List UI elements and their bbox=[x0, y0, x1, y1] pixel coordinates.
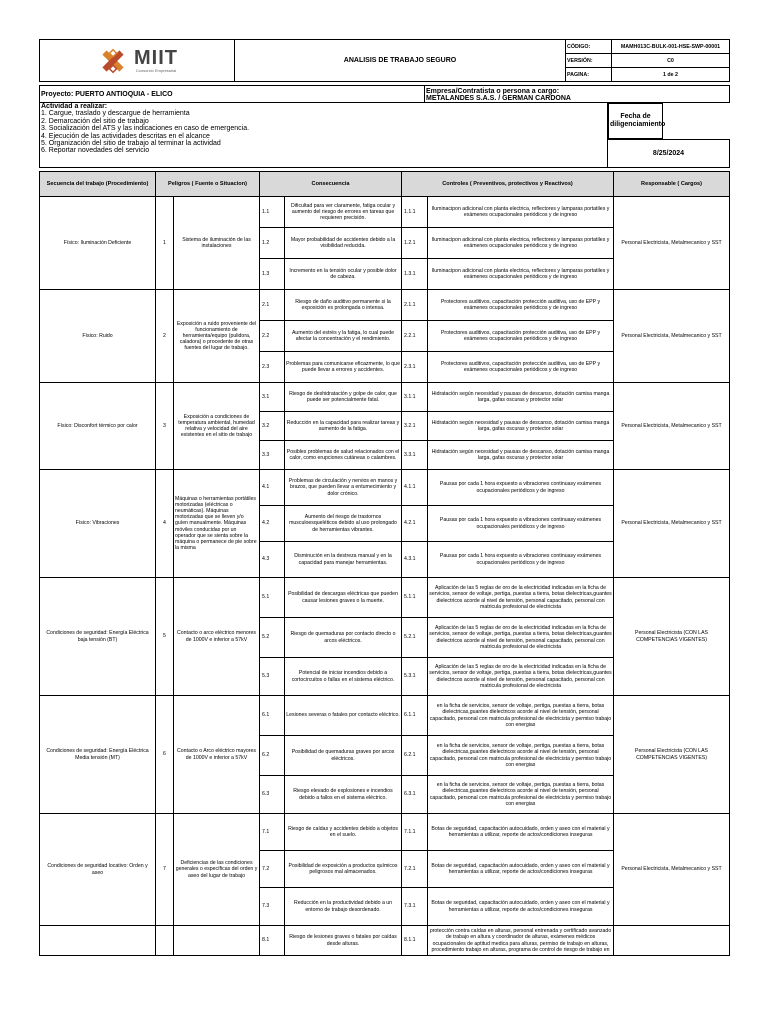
peligro-cell: Máquinas o herramientas portátiles motorizadas (eléctricas o neumáticas). Máquinas motorizadas que se lleven y/o guíen manualmente. Máquinas móviles conducidas por un operador que se sienta sobre la máquina o permanece de pie sobre la misma bbox=[174, 470, 260, 578]
consecuencia-id: 7.2 bbox=[260, 851, 285, 888]
table-row bbox=[40, 197, 730, 228]
peligro-cell: Contacto o arco eléctrico menores de 1000V e inferior a 57kV bbox=[174, 578, 260, 696]
control-cell bbox=[428, 197, 614, 228]
control-cell bbox=[428, 696, 614, 736]
pagina-label: PAGINA: bbox=[566, 68, 612, 82]
consecuencia-cell: Riesgo de caídas y accidentes debido a objetos en el suelo. bbox=[285, 814, 402, 851]
consecuencia-cell: Posibilidad de exposición a productos químicos peligrosos mal almacenados. bbox=[285, 851, 402, 888]
actividad-item: 4. Ejecución de las actividades descritas en el alcance bbox=[41, 132, 210, 140]
version-value: C0 bbox=[612, 54, 730, 68]
peligro-cell: Sistema de iluminación de las instalaciones bbox=[174, 197, 260, 290]
consecuencia-id: 6.2 bbox=[260, 736, 285, 776]
control-id: 5.2.1 bbox=[402, 618, 428, 658]
peligro-number: 6 bbox=[156, 696, 174, 814]
secuencia-cell: Físico: Ruido bbox=[40, 290, 156, 383]
table-row bbox=[40, 470, 730, 506]
consecuencia-cell: Aumento del riesgo de trastornos musculoesqueléticos debido al uso prolongado de herramientas vibrantes. bbox=[285, 506, 402, 542]
peligro-number: 2 bbox=[156, 290, 174, 383]
secuencia-cell bbox=[40, 926, 156, 956]
secuencia-cell: Físico: Iluminación Deficiente bbox=[40, 197, 156, 290]
logo-subtitle: Consorcio Empresarial bbox=[135, 68, 177, 73]
control-id: 3.3.1 bbox=[402, 441, 428, 470]
peligro-cell: Deficiencias de las condiciones generales o específicas del orden y aseo del lugar de trabajo bbox=[174, 814, 260, 926]
consecuencia-id: 3.2 bbox=[260, 412, 285, 441]
consecuencia-id: 3.1 bbox=[260, 383, 285, 412]
control-text: en la ficha de servicios, sensor de voltaje, pertiga, puestas a tierra, botas dielectricas,guantes dielectricos acorde al nivel de tensión, personal capacitado, personal con matricula profesional de electricista y permiso trabajo con energias bbox=[429, 782, 612, 807]
control-id: 7.2.1 bbox=[402, 851, 428, 888]
consecuencia-cell: Riesgo de daño auditivo permanente si la exposición es prolongada o intensa. bbox=[285, 290, 402, 321]
consecuencia-cell: Reducción en la productividad debido a un entorno de trabajo desordenado. bbox=[285, 888, 402, 926]
control-cell bbox=[428, 888, 614, 926]
consecuencia-cell: Potencial de iniciar incendios debido a cortocircuitos o fallas en el sistema eléctrico. bbox=[285, 658, 402, 696]
peligro-number: 3 bbox=[156, 383, 174, 470]
table-row bbox=[40, 290, 730, 321]
codigo-value: MAMH013C-BULK-001-HSE-SWP-00001 bbox=[612, 40, 730, 54]
secuencia-cell: Condiciones de seguridad: Energía Eléctrica baja tensión (BT) bbox=[40, 578, 156, 696]
consecuencia-cell: Riesgo de quemaduras por contacto directo o arcos eléctricos. bbox=[285, 618, 402, 658]
control-text: Botas de seguridad, capacitación autocuidado, orden y aseo con el material y herramientas a utilizar, reporte de actos/condiciones inseguras bbox=[431, 825, 610, 838]
control-cell bbox=[428, 290, 614, 321]
consecuencia-id: 4.1 bbox=[260, 470, 285, 506]
project-info bbox=[39, 85, 730, 168]
control-cell bbox=[428, 441, 614, 470]
responsable-cell: Personal Electricista, Metalmecanico y SST bbox=[614, 197, 730, 290]
actividad-item: 3. Socialización del ATS y las indicaciones en caso de emergencia. bbox=[41, 125, 250, 133]
control-cell bbox=[428, 228, 614, 259]
consecuencia-cell: Riesgo de deshidratación y golpe de calor, que puede ser potencialmente fatal. bbox=[285, 383, 402, 412]
peligro-cell bbox=[174, 926, 260, 956]
consecuencia-id: 1.3 bbox=[260, 259, 285, 290]
consecuencia-id: 4.3 bbox=[260, 542, 285, 578]
control-id: 2.1.1 bbox=[402, 290, 428, 321]
control-text: Protectores auditivos, capacitación protección auditiva, uso de EPP y exámenes ocupacionales periódicos y de ingreso bbox=[440, 360, 601, 373]
peligro-number: 1 bbox=[156, 197, 174, 290]
control-text: Protectores auditivos, capacitación protección auditiva, uso de EPP y exámenes ocupacionales periódicos y de ingreso bbox=[440, 329, 601, 342]
responsable-cell: Personal Electricista (CON LAS COMPETENCIAS VIGENTES) bbox=[614, 578, 730, 696]
control-id: 8.1.1 bbox=[402, 926, 428, 956]
consecuencia-id: 3.3 bbox=[260, 441, 285, 470]
logo-cell bbox=[40, 40, 235, 82]
secuencia-cell: Condiciones de seguridad locativo: Orden y aseo bbox=[40, 814, 156, 926]
control-cell bbox=[428, 321, 614, 352]
responsable-cell bbox=[614, 926, 730, 956]
peligro-number: 5 bbox=[156, 578, 174, 696]
consecuencia-id: 7.1 bbox=[260, 814, 285, 851]
secuencia-cell: Físico: Vibraciones bbox=[40, 470, 156, 578]
consecuencia-id: 2.1 bbox=[260, 290, 285, 321]
codigo-label: CÓDIGO: bbox=[566, 40, 612, 54]
actividad-item: 5. Organización del sitio de trabajo al terminar la actividad bbox=[41, 140, 221, 148]
control-cell bbox=[428, 542, 614, 578]
consecuencia-cell: Disminución en la destreza manual y en la capacidad para manejar herramientas. bbox=[285, 542, 402, 578]
responsable-cell: Personal Electricista, Metalmecanico y SST bbox=[614, 470, 730, 578]
control-cell bbox=[428, 412, 614, 441]
control-cell bbox=[428, 736, 614, 776]
pagina-value: 1 de 2 bbox=[612, 68, 730, 82]
peligro-cell: Exposición a ruido proveniente del funcionamiento de herramienta/equipo (pulidora, caladora) o procedente de otras fuentes del lugar de trabajo. bbox=[174, 290, 260, 383]
control-id: 6.3.1 bbox=[402, 776, 428, 814]
control-cell bbox=[428, 776, 614, 814]
control-id: 4.3.1 bbox=[402, 542, 428, 578]
document-header bbox=[39, 39, 730, 82]
control-text: Hidratación según necesidad y pausas de descanso, dotación camisa manga larga, gafas oscuras y protector solar bbox=[431, 419, 610, 432]
version-label: VERSIÓN: bbox=[566, 54, 612, 68]
responsable-cell: Personal Electricista, Metalmecanico y SST bbox=[614, 383, 730, 470]
consecuencia-id: 2.3 bbox=[260, 352, 285, 383]
control-cell bbox=[428, 851, 614, 888]
peligro-number: 4 bbox=[156, 470, 174, 578]
control-cell bbox=[428, 814, 614, 851]
responsable-cell: Personal Electricista, Metalmecanico y SST bbox=[614, 290, 730, 383]
peligro-cell: Exposición a condiciones de temperatura ambiental, humedad relativa y velocidad del aire existentes en el sitio de trabajo bbox=[174, 383, 260, 470]
col-secuencia: Secuencia del trabajo (Procedimiento) bbox=[40, 172, 156, 197]
control-text: en la ficha de servicios, sensor de voltaje, pertiga, puestas a tierra, botas dielectricas,guantes dielectricos acorde al nivel de tensión, personal capacitado, personal con matricula profesional de electricista y permiso trabajo con energias bbox=[429, 703, 612, 728]
consecuencia-id: 4.2 bbox=[260, 506, 285, 542]
control-id: 2.3.1 bbox=[402, 352, 428, 383]
actividad-field bbox=[40, 103, 425, 168]
consecuencia-cell: Posibilidad de quemaduras graves por arcos eléctricos. bbox=[285, 736, 402, 776]
control-cell bbox=[428, 618, 614, 658]
consecuencia-cell: Riesgo de lesiones graves o fatales por caídas desde alturas. bbox=[285, 926, 402, 956]
control-text: Aplicación de las 5 reglas de oro de la electricidad indicadas en la ficha de servicios, sensor de voltaje, pertiga, puestas a tierra, botas dielectricas,guantes dielectricos acorde al nivel de tensión, personal capacitado, personal con matricula profesional de electricista bbox=[429, 664, 612, 689]
col-consecuencia: Consecuencia bbox=[260, 172, 402, 197]
secuencia-cell: Físico: Disconfort térmico por calor bbox=[40, 383, 156, 470]
control-id: 6.2.1 bbox=[402, 736, 428, 776]
control-cell bbox=[428, 658, 614, 696]
responsable-cell: Personal Electricista, Metalmecanico y SST bbox=[614, 814, 730, 926]
control-cell bbox=[428, 506, 614, 542]
consecuencia-cell: Lesiones severas o fatales por contacto eléctrico. bbox=[285, 696, 402, 736]
miit-logo-icon bbox=[96, 46, 130, 76]
control-text: Botas de seguridad, capacitación autocuidado, orden y aseo con el material y herramientas a utilizar, reporte de actos/condiciones inseguras bbox=[431, 862, 610, 875]
control-id: 3.1.1 bbox=[402, 383, 428, 412]
col-responsable: Responsable ( Cargos) bbox=[614, 172, 730, 197]
control-cell bbox=[428, 926, 614, 956]
consecuencia-id: 6.3 bbox=[260, 776, 285, 814]
consecuencia-id: 1.2 bbox=[260, 228, 285, 259]
control-id: 1.2.1 bbox=[402, 228, 428, 259]
proyecto-field: Proyecto: PUERTO ANTIOQUIA - ELICO bbox=[40, 86, 425, 103]
control-text: Aplicación de las 5 reglas de oro de la electricidad indicadas en la ficha de servicios, sensor de voltaje, pertiga, puestas a tierra, botas dielectricas,guantes dielectricos acorde al nivel de tensión, personal capacitado, personal con matricula profesional de electricista bbox=[429, 625, 612, 650]
peligro-cell: Contacto o Arco eléctrico mayores de 1000V e inferior a 57kV bbox=[174, 696, 260, 814]
control-cell bbox=[428, 259, 614, 290]
peligro-number bbox=[156, 926, 174, 956]
consecuencia-cell: Problemas para comunicarse eficazmente, lo que puede llevar a errores y accidentes. bbox=[285, 352, 402, 383]
control-id: 4.2.1 bbox=[402, 506, 428, 542]
empresa-value: METALANDES S.A.S. / GERMAN CARDONA bbox=[426, 94, 571, 102]
consecuencia-id: 7.3 bbox=[260, 888, 285, 926]
control-id: 5.3.1 bbox=[402, 658, 428, 696]
actividad-item: 6. Reportar novedades del servicio bbox=[41, 147, 150, 155]
empresa-field bbox=[425, 86, 730, 103]
consecuencia-cell: Incremento en la tensión ocular y posible dolor de cabeza. bbox=[285, 259, 402, 290]
logo-text: MIIT bbox=[134, 47, 178, 69]
control-cell bbox=[428, 470, 614, 506]
control-text: Hidratación según necesidad y pausas de descanso, dotación camisa manga larga, gafas oscuras y protector solar bbox=[431, 390, 610, 403]
consecuencia-id: 5.2 bbox=[260, 618, 285, 658]
consecuencia-cell: Riesgo elevado de explosiones e incendios debido a fallos en el sistema eléctrico. bbox=[285, 776, 402, 814]
control-id: 1.1.1 bbox=[402, 197, 428, 228]
consecuencia-cell: Aumento del estrés y la fatiga, lo cual puede afectar la concentración y el rendimiento. bbox=[285, 321, 402, 352]
control-text: Iluminacipon adicional con planta electrica, reflectores y lamparas portatiles y exámenes ocupacionales periódicos y de ingreso bbox=[431, 205, 610, 218]
control-id: 7.1.1 bbox=[402, 814, 428, 851]
consecuencia-id: 5.3 bbox=[260, 658, 285, 696]
table-row bbox=[40, 696, 730, 736]
consecuencia-id: 5.1 bbox=[260, 578, 285, 618]
actividad-item: 2. Demarcación del sitio de trabajo bbox=[41, 117, 149, 125]
consecuencia-cell: Dificultad para ver claramente, fatiga ocular y aumento del riesgo de errores en tareas que requieren precisión. bbox=[285, 197, 402, 228]
peligro-number: 7 bbox=[156, 814, 174, 926]
document-title: ANALISIS DE TRABAJO SEGURO bbox=[235, 40, 566, 82]
consecuencia-id: 6.1 bbox=[260, 696, 285, 736]
consecuencia-cell: Problemas de circulación y nervios en manos y brazos, que pueden llevar a entumecimiento y dolor crónico. bbox=[285, 470, 402, 506]
analysis-table bbox=[39, 171, 730, 956]
table-row bbox=[40, 383, 730, 412]
control-text: Hidratación según necesidad y pausas de descanso, dotación camisa manga larga, gafas oscuras y protector solar bbox=[431, 448, 610, 461]
control-id: 7.3.1 bbox=[402, 888, 428, 926]
table-row bbox=[40, 814, 730, 851]
col-peligros: Peligros ( Fuente o Situacion) bbox=[156, 172, 260, 197]
consecuencia-id: 1.1 bbox=[260, 197, 285, 228]
consecuencia-id: 8.1 bbox=[260, 926, 285, 956]
control-text: Pausas por cada 1 hora expuesto a vibraciones continuasy exámenes ocupacionales periódicos y de ingreso bbox=[439, 517, 602, 530]
table-row bbox=[40, 578, 730, 618]
consecuencia-cell: Mayor probabilidad de accidentes debido a la visibilidad reducida. bbox=[285, 228, 402, 259]
control-text: protección contra caídas en alturas, personal entrenada y certificado avanzado de trabajo en altura y coordinador de alturas, exámenes médicos ocupacionales de aptitud medica para alturas, permiso de trabajo en alturas, procedimiento trabajo en alturas, programa de control de riesgo de trabajo en bbox=[429, 928, 612, 953]
control-text: Pausas por cada 1 hora expuesto a vibraciones continuasy exámenes ocupacionales periódicos y de ingreso bbox=[439, 481, 602, 494]
control-id: 3.2.1 bbox=[402, 412, 428, 441]
control-text: Botas de seguridad, capacitación autocuidado, orden y aseo con el material y herramientas a utilizar, reporte de actos/condiciones inseguras bbox=[431, 900, 610, 913]
secuencia-cell: Condiciones de seguridad: Energía Eléctrica Media tensión (MT) bbox=[40, 696, 156, 814]
consecuencia-cell: Posibilidad de descargas eléctricas que pueden causar lesiones graves o la muerte. bbox=[285, 578, 402, 618]
control-text: Iluminacipon adicional con planta electrica, reflectores y lamparas portatiles y exámenes ocupacionales periódicos y de ingreso bbox=[431, 267, 610, 280]
company-logo bbox=[41, 46, 233, 76]
consecuencia-cell: Posibles problemas de salud relacionados con el calor, como erupciones cutáneas o calambres. bbox=[285, 441, 402, 470]
control-id: 5.1.1 bbox=[402, 578, 428, 618]
control-cell bbox=[428, 383, 614, 412]
fecha-value: 8/25/2024 bbox=[608, 140, 730, 168]
consecuencia-id: 2.2 bbox=[260, 321, 285, 352]
responsable-cell: Personal Electricista (CON LAS COMPETENCIAS VIGENTES) bbox=[614, 696, 730, 814]
control-text: Pausas por cada 1 hora expuesto a vibraciones continuasy exámenes ocupacionales periódicos y de ingreso bbox=[439, 553, 602, 566]
control-text: en la ficha de servicios, sensor de voltaje, pertiga, puestas a tierra, botas dielectricas,guantes dielectricos acorde al nivel de tensión, personal capacitado, personal con matricula profesional de electricista y permiso trabajo con energias bbox=[429, 743, 612, 768]
control-cell bbox=[428, 352, 614, 383]
table-row bbox=[40, 926, 730, 956]
col-controles: Controles ( Preventivos, protectivos y Reactivos) bbox=[402, 172, 614, 197]
control-text: Protectores auditivos, capacitación protección auditiva, uso de EPP y exámenes ocupacionales periódicos y de ingreso bbox=[440, 298, 601, 311]
consecuencia-cell: Reducción en la capacidad para realizar tareas y aumento de la fatiga. bbox=[285, 412, 402, 441]
actividad-title: Actividad a realizar: bbox=[41, 103, 108, 110]
actividad-item: 1. Cargue, traslado y descargue de herramienta bbox=[41, 110, 190, 118]
ats-sheet bbox=[39, 39, 729, 956]
fecha-label: Fecha de diligenciamiento bbox=[609, 104, 663, 139]
control-id: 6.1.1 bbox=[402, 696, 428, 736]
control-text: Iluminacipon adicional con planta electrica, reflectores y lamparas portatiles y exámenes ocupacionales periódicos y de ingreso bbox=[431, 236, 610, 249]
empresa-label: Empresa/Contratista o persona a cargo: bbox=[426, 87, 560, 95]
control-text: Aplicación de las 5 reglas de oro de la electricidad indicadas en la ficha de servicios, sensor de voltaje, pertiga, puestas a tierra, botas dielectricas,guantes dielectricos acorde al nivel de tensión, personal capacitado, personal con matricula profesional de electricista bbox=[429, 585, 612, 610]
control-cell bbox=[428, 578, 614, 618]
control-id: 2.2.1 bbox=[402, 321, 428, 352]
control-id: 4.1.1 bbox=[402, 470, 428, 506]
control-id: 1.3.1 bbox=[402, 259, 428, 290]
